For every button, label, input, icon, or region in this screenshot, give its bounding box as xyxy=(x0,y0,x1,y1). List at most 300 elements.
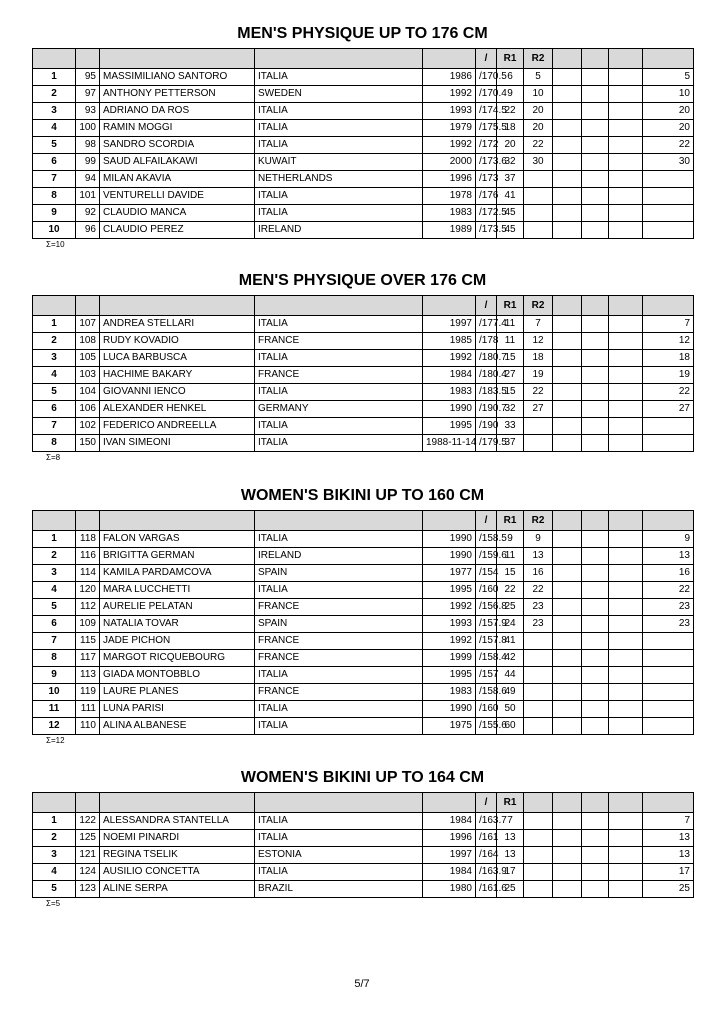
height-cell: /174.5 xyxy=(476,103,497,120)
birth-year: 1988-11-14 xyxy=(423,435,476,452)
place-cell: 2 xyxy=(33,830,76,847)
table-row xyxy=(33,548,694,565)
header-cell xyxy=(582,511,609,531)
header-cell xyxy=(524,793,553,813)
round1-score: 15 xyxy=(497,565,524,582)
empty-cell xyxy=(553,316,582,333)
empty-cell xyxy=(582,316,609,333)
header-slash: / xyxy=(476,49,497,69)
header-cell xyxy=(582,793,609,813)
final-score: 17 xyxy=(643,864,694,881)
final-score xyxy=(643,684,694,701)
empty-cell xyxy=(582,830,609,847)
header-cell xyxy=(255,296,423,316)
place-cell: 5 xyxy=(33,599,76,616)
birth-year: 1995 xyxy=(423,418,476,435)
height-cell: /156.8 xyxy=(476,599,497,616)
round2-score: 9 xyxy=(524,531,553,548)
table-header-row xyxy=(33,511,694,531)
bib-cell: 100 xyxy=(76,120,100,137)
athlete-name: ADRIANO DA ROS xyxy=(100,103,255,120)
final-score: 5 xyxy=(643,69,694,86)
header-cell xyxy=(609,296,643,316)
bib-cell: 121 xyxy=(76,847,100,864)
athlete-name: ALESSANDRA STANTELLA xyxy=(100,813,255,830)
table-row xyxy=(33,599,694,616)
country-cell: FRANCE xyxy=(255,650,423,667)
empty-cell xyxy=(553,565,582,582)
birth-year: 1977 xyxy=(423,565,476,582)
empty-cell xyxy=(582,847,609,864)
empty-cell xyxy=(609,222,643,239)
height-cell: /164 xyxy=(476,847,497,864)
round1-score: 24 xyxy=(497,616,524,633)
table-row xyxy=(33,350,694,367)
birth-year: 1984 xyxy=(423,864,476,881)
place-cell: 6 xyxy=(33,154,76,171)
empty-cell xyxy=(582,864,609,881)
header-cell xyxy=(609,511,643,531)
table-row xyxy=(33,881,694,898)
empty-cell xyxy=(609,582,643,599)
round2-score xyxy=(524,171,553,188)
athlete-name: GIOVANNI IENCO xyxy=(100,384,255,401)
empty-cell xyxy=(553,205,582,222)
empty-cell xyxy=(582,667,609,684)
round2-score: 22 xyxy=(524,582,553,599)
bib-cell: 116 xyxy=(76,548,100,565)
place-cell: 10 xyxy=(33,222,76,239)
empty-cell xyxy=(582,418,609,435)
bib-cell: 115 xyxy=(76,633,100,650)
table-row xyxy=(33,650,694,667)
place-cell: 6 xyxy=(33,616,76,633)
round2-score: 18 xyxy=(524,350,553,367)
header-r1: R1 xyxy=(497,296,524,316)
birth-year: 1996 xyxy=(423,171,476,188)
birth-year: 1990 xyxy=(423,548,476,565)
header-cell xyxy=(76,793,100,813)
athlete-name: ALINA ALBANESE xyxy=(100,718,255,735)
round1-score: 32 xyxy=(497,154,524,171)
birth-year: 1992 xyxy=(423,633,476,650)
round1-score: 41 xyxy=(497,188,524,205)
bib-cell: 108 xyxy=(76,333,100,350)
table-row xyxy=(33,418,694,435)
birth-year: 1985 xyxy=(423,333,476,350)
place-cell: 3 xyxy=(33,103,76,120)
final-score xyxy=(643,667,694,684)
round1-score: 15 xyxy=(497,350,524,367)
round2-score: 19 xyxy=(524,367,553,384)
height-cell: /155.6 xyxy=(476,718,497,735)
header-cell xyxy=(255,49,423,69)
empty-cell xyxy=(609,650,643,667)
round1-score: 42 xyxy=(497,650,524,667)
country-cell: ITALIA xyxy=(255,188,423,205)
header-cell xyxy=(553,511,582,531)
birth-year: 1984 xyxy=(423,367,476,384)
empty-cell xyxy=(609,684,643,701)
place-cell: 9 xyxy=(33,205,76,222)
birth-year: 1992 xyxy=(423,86,476,103)
birth-year: 1997 xyxy=(423,847,476,864)
table-row xyxy=(33,830,694,847)
bib-cell: 109 xyxy=(76,616,100,633)
round2-score: 20 xyxy=(524,103,553,120)
header-cell xyxy=(423,793,476,813)
round2-score: 23 xyxy=(524,616,553,633)
final-score: 19 xyxy=(643,367,694,384)
birth-year: 1992 xyxy=(423,350,476,367)
round1-score: 32 xyxy=(497,401,524,418)
final-score: 13 xyxy=(643,548,694,565)
results-section xyxy=(32,768,693,909)
round2-score: 27 xyxy=(524,401,553,418)
country-cell: ITALIA xyxy=(255,120,423,137)
birth-year: 1989 xyxy=(423,222,476,239)
empty-cell xyxy=(553,69,582,86)
athlete-name: LUNA PARISI xyxy=(100,701,255,718)
place-cell: 8 xyxy=(33,435,76,452)
empty-cell xyxy=(609,548,643,565)
final-score xyxy=(643,418,694,435)
country-cell: FRANCE xyxy=(255,599,423,616)
athlete-name: MILAN AKAVIA xyxy=(100,171,255,188)
birth-year: 1984 xyxy=(423,813,476,830)
section-title: WOMEN'S BIKINI UP TO 160 CM xyxy=(240,487,485,504)
header-cell xyxy=(609,793,643,813)
place-cell: 10 xyxy=(33,684,76,701)
final-score xyxy=(643,633,694,650)
table-row xyxy=(33,565,694,582)
place-cell: 1 xyxy=(33,69,76,86)
round2-score xyxy=(524,701,553,718)
final-score: 7 xyxy=(643,316,694,333)
empty-cell xyxy=(553,367,582,384)
table-row xyxy=(33,367,694,384)
table-row xyxy=(33,154,694,171)
empty-cell xyxy=(609,137,643,154)
bib-cell: 104 xyxy=(76,384,100,401)
place-cell: 4 xyxy=(33,864,76,881)
header-r1: R1 xyxy=(497,511,524,531)
table-row xyxy=(33,718,694,735)
place-cell: 1 xyxy=(33,531,76,548)
round1-score: 50 xyxy=(497,701,524,718)
bib-cell: 93 xyxy=(76,103,100,120)
final-score: 16 xyxy=(643,565,694,582)
empty-cell xyxy=(582,120,609,137)
empty-cell xyxy=(582,565,609,582)
height-cell: /157.9 xyxy=(476,616,497,633)
table-header-row xyxy=(33,793,694,813)
country-cell: ITALIA xyxy=(255,205,423,222)
round1-score: 37 xyxy=(497,171,524,188)
birth-year: 1999 xyxy=(423,650,476,667)
round2-score xyxy=(524,418,553,435)
birth-year: 1992 xyxy=(423,137,476,154)
place-cell: 3 xyxy=(33,847,76,864)
empty-cell xyxy=(609,616,643,633)
empty-cell xyxy=(582,684,609,701)
header-r1: R1 xyxy=(497,49,524,69)
country-cell: ITALIA xyxy=(255,830,423,847)
table-row xyxy=(33,435,694,452)
bib-cell: 125 xyxy=(76,830,100,847)
athlete-name: JADE PICHON xyxy=(100,633,255,650)
round1-score: 6 xyxy=(497,69,524,86)
athlete-name: ANTHONY PETTERSON xyxy=(100,86,255,103)
country-cell: ITALIA xyxy=(255,316,423,333)
header-cell xyxy=(582,296,609,316)
athlete-name: ANDREA STELLARI xyxy=(100,316,255,333)
empty-cell xyxy=(609,401,643,418)
header-cell xyxy=(76,296,100,316)
empty-cell xyxy=(582,616,609,633)
place-cell: 12 xyxy=(33,718,76,735)
bib-cell: 120 xyxy=(76,582,100,599)
athlete-name: REGINA TSELIK xyxy=(100,847,255,864)
table-row xyxy=(33,333,694,350)
round1-score: 18 xyxy=(497,120,524,137)
place-cell: 7 xyxy=(33,418,76,435)
empty-cell xyxy=(609,830,643,847)
results-table xyxy=(32,792,694,898)
final-score: 7 xyxy=(643,813,694,830)
results-table xyxy=(32,295,694,452)
results-section xyxy=(32,24,693,250)
birth-year: 1978 xyxy=(423,188,476,205)
header-cell xyxy=(553,296,582,316)
height-cell: /180.4 xyxy=(476,367,497,384)
header-cell xyxy=(423,296,476,316)
place-cell: 4 xyxy=(33,582,76,599)
header-cell xyxy=(100,511,255,531)
place-cell: 7 xyxy=(33,633,76,650)
round1-score: 25 xyxy=(497,881,524,898)
place-cell: 7 xyxy=(33,171,76,188)
height-cell: /172 xyxy=(476,137,497,154)
header-cell xyxy=(643,49,694,69)
height-cell: /158.5 xyxy=(476,531,497,548)
place-cell: 8 xyxy=(33,650,76,667)
country-cell: NETHERLANDS xyxy=(255,171,423,188)
header-cell xyxy=(643,296,694,316)
round2-score xyxy=(524,881,553,898)
country-cell: ITALIA xyxy=(255,531,423,548)
header-r2: R2 xyxy=(524,296,553,316)
final-score: 12 xyxy=(643,333,694,350)
table-row xyxy=(33,582,694,599)
table-row xyxy=(33,616,694,633)
athlete-name: MARGOT RICQUEBOURG xyxy=(100,650,255,667)
empty-cell xyxy=(582,188,609,205)
empty-cell xyxy=(609,86,643,103)
round1-score: 9 xyxy=(497,531,524,548)
empty-cell xyxy=(609,667,643,684)
final-score xyxy=(643,650,694,667)
empty-cell xyxy=(582,650,609,667)
birth-year: 1992 xyxy=(423,599,476,616)
empty-cell xyxy=(553,864,582,881)
place-cell: 5 xyxy=(33,384,76,401)
header-cell xyxy=(33,793,76,813)
round2-score: 10 xyxy=(524,86,553,103)
birth-year: 1983 xyxy=(423,684,476,701)
country-cell: ITALIA xyxy=(255,813,423,830)
bib-cell: 96 xyxy=(76,222,100,239)
place-cell: 9 xyxy=(33,667,76,684)
header-cell xyxy=(255,793,423,813)
empty-cell xyxy=(553,86,582,103)
country-cell: SPAIN xyxy=(255,565,423,582)
round1-score: 41 xyxy=(497,633,524,650)
empty-cell xyxy=(582,582,609,599)
table-row xyxy=(33,864,694,881)
round2-score xyxy=(524,222,553,239)
country-cell: IRELAND xyxy=(255,222,423,239)
round1-score: 25 xyxy=(497,599,524,616)
empty-cell xyxy=(609,813,643,830)
athlete-name: IVAN SIMEONI xyxy=(100,435,255,452)
round2-score xyxy=(524,830,553,847)
place-cell: 6 xyxy=(33,401,76,418)
table-row xyxy=(33,633,694,650)
empty-cell xyxy=(553,531,582,548)
final-score xyxy=(643,435,694,452)
header-cell xyxy=(553,49,582,69)
round1-score: 11 xyxy=(497,548,524,565)
empty-cell xyxy=(582,718,609,735)
empty-cell xyxy=(609,847,643,864)
bib-cell: 123 xyxy=(76,881,100,898)
empty-cell xyxy=(609,718,643,735)
empty-cell xyxy=(609,565,643,582)
place-cell: 11 xyxy=(33,701,76,718)
round1-score: 11 xyxy=(497,333,524,350)
country-cell: KUWAIT xyxy=(255,154,423,171)
place-cell: 3 xyxy=(33,350,76,367)
country-cell: ITALIA xyxy=(255,69,423,86)
place-cell: 2 xyxy=(33,548,76,565)
header-cell xyxy=(423,511,476,531)
final-score: 22 xyxy=(643,137,694,154)
bib-cell: 112 xyxy=(76,599,100,616)
header-cell xyxy=(553,793,582,813)
round1-score: 44 xyxy=(497,667,524,684)
results-table xyxy=(32,48,694,239)
round1-score: 15 xyxy=(497,384,524,401)
empty-cell xyxy=(553,548,582,565)
empty-cell xyxy=(609,435,643,452)
results-section xyxy=(32,271,693,463)
bib-cell: 118 xyxy=(76,531,100,548)
athlete-name: CLAUDIO MANCA xyxy=(100,205,255,222)
athlete-name: FEDERICO ANDREELLA xyxy=(100,418,255,435)
empty-cell xyxy=(582,333,609,350)
round2-score xyxy=(524,864,553,881)
bib-cell: 124 xyxy=(76,864,100,881)
empty-cell xyxy=(553,599,582,616)
bib-cell: 110 xyxy=(76,718,100,735)
empty-cell xyxy=(609,333,643,350)
table-row xyxy=(33,813,694,830)
empty-cell xyxy=(609,599,643,616)
round2-score: 22 xyxy=(524,384,553,401)
round2-score: 23 xyxy=(524,599,553,616)
round2-score xyxy=(524,650,553,667)
bib-cell: 105 xyxy=(76,350,100,367)
empty-cell xyxy=(553,171,582,188)
round1-score: 13 xyxy=(497,847,524,864)
empty-cell xyxy=(582,401,609,418)
table-row xyxy=(33,103,694,120)
header-r1: R1 xyxy=(497,793,524,813)
empty-cell xyxy=(553,137,582,154)
empty-cell xyxy=(553,684,582,701)
birth-year: 2000 xyxy=(423,154,476,171)
athlete-name: LAURE PLANES xyxy=(100,684,255,701)
final-score: 20 xyxy=(643,120,694,137)
empty-cell xyxy=(553,401,582,418)
final-score: 10 xyxy=(643,86,694,103)
place-cell: 4 xyxy=(33,120,76,137)
final-score: 27 xyxy=(643,401,694,418)
final-score xyxy=(643,701,694,718)
round1-score: 11 xyxy=(497,316,524,333)
athlete-name: KAMILA PARDAMCOVA xyxy=(100,565,255,582)
birth-year: 1979 xyxy=(423,120,476,137)
country-cell: FRANCE xyxy=(255,367,423,384)
country-cell: ITALIA xyxy=(255,667,423,684)
country-cell: IRELAND xyxy=(255,548,423,565)
height-cell: /173 xyxy=(476,171,497,188)
birth-year: 1996 xyxy=(423,830,476,847)
final-score: 18 xyxy=(643,350,694,367)
header-cell xyxy=(33,49,76,69)
final-score xyxy=(643,718,694,735)
athlete-name: GIADA MONTOBBLO xyxy=(100,667,255,684)
round2-score xyxy=(524,633,553,650)
final-score: 23 xyxy=(643,599,694,616)
round1-score: 22 xyxy=(497,103,524,120)
empty-cell xyxy=(553,435,582,452)
place-cell: 8 xyxy=(33,188,76,205)
bib-cell: 92 xyxy=(76,205,100,222)
empty-cell xyxy=(582,435,609,452)
birth-year: 1975 xyxy=(423,718,476,735)
empty-cell xyxy=(553,418,582,435)
birth-year: 1990 xyxy=(423,701,476,718)
round2-score: 30 xyxy=(524,154,553,171)
country-cell: BRAZIL xyxy=(255,881,423,898)
height-cell: /173.5 xyxy=(476,222,497,239)
place-cell: 1 xyxy=(33,316,76,333)
empty-cell xyxy=(609,154,643,171)
round2-score xyxy=(524,847,553,864)
country-cell: ITALIA xyxy=(255,350,423,367)
empty-cell xyxy=(582,813,609,830)
header-cell xyxy=(100,296,255,316)
section-title: WOMEN'S BIKINI UP TO 164 CM xyxy=(240,769,485,786)
header-slash: / xyxy=(476,296,497,316)
country-cell: FRANCE xyxy=(255,684,423,701)
empty-cell xyxy=(582,205,609,222)
place-cell: 2 xyxy=(33,333,76,350)
empty-cell xyxy=(582,531,609,548)
empty-cell xyxy=(553,333,582,350)
